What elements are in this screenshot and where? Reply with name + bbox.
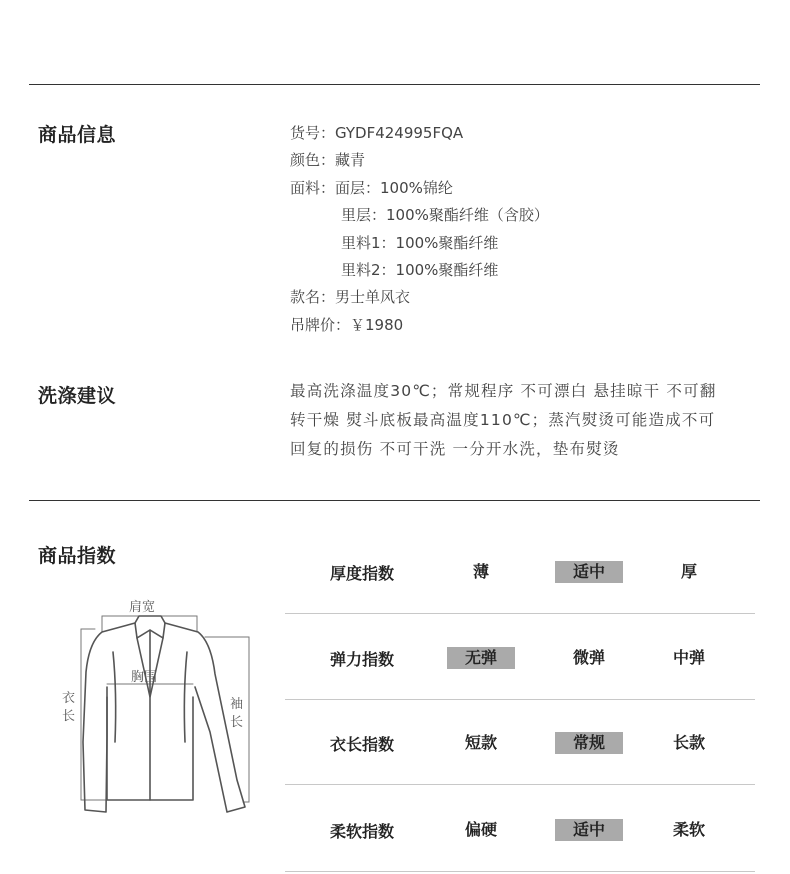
index-row-length xyxy=(285,701,755,785)
washing-line-1: 最高洗涤温度30℃；常规程序 不可漂白 悬挂晾干 不可翻 xyxy=(290,382,717,400)
index-option-selected: 无弹 xyxy=(447,647,515,669)
label-length-2: 长 xyxy=(62,709,76,724)
index-label: 衣长指数 xyxy=(330,734,395,754)
index-option: 厚 xyxy=(680,562,697,581)
middle-rule xyxy=(29,500,760,501)
index-row-elasticity xyxy=(285,616,755,700)
washing-line-2: 转干燥 熨斗底板最高温度110℃；蒸汽熨烫可能造成不可 xyxy=(290,411,716,429)
label-sleeve-2: 长 xyxy=(230,715,244,730)
info-fabric-inner: 里层：100%聚酯纤维（含胶） xyxy=(341,206,549,225)
index-option: 柔软 xyxy=(672,820,705,839)
info-style-name: 款名：男士单风衣 xyxy=(290,288,411,307)
index-option-selected: 适中 xyxy=(555,561,623,583)
jacket-size-diagram xyxy=(55,592,265,822)
index-option-selected: 适中 xyxy=(555,819,623,841)
info-lining-2: 里料2：100%聚酯纤维 xyxy=(341,260,499,279)
label-chest: 胸围 xyxy=(131,670,158,685)
label-length-1: 衣 xyxy=(62,691,76,706)
info-lining-1: 里料1：100%聚酯纤维 xyxy=(341,233,499,252)
index-row-softness xyxy=(285,788,755,872)
index-option: 微弹 xyxy=(572,648,605,667)
index-label: 厚度指数 xyxy=(330,563,395,583)
row-separator xyxy=(285,699,755,700)
row-separator xyxy=(285,871,755,872)
top-rule xyxy=(29,84,760,85)
indices-title: 商品指数 xyxy=(38,545,117,567)
row-separator xyxy=(285,613,755,614)
index-option: 偏硬 xyxy=(464,820,497,839)
index-option: 薄 xyxy=(472,562,489,581)
row-separator xyxy=(285,784,755,785)
info-color: 颜色：藏青 xyxy=(290,151,366,170)
index-row-thickness xyxy=(285,530,755,614)
washing-instructions xyxy=(290,377,750,464)
index-option: 短款 xyxy=(464,733,497,752)
product-info-title: 商品信息 xyxy=(38,124,117,146)
index-label: 柔软指数 xyxy=(330,821,395,841)
info-tag-price: 吊牌价：￥1980 xyxy=(290,315,404,334)
index-option: 长款 xyxy=(672,733,705,752)
index-option: 中弹 xyxy=(672,648,705,667)
info-fabric-outer: 面料：面层：100%锦纶 xyxy=(290,178,453,197)
label-sleeve-1: 袖 xyxy=(230,697,244,712)
product-info-list xyxy=(290,120,549,339)
washing-title: 洗涤建议 xyxy=(38,385,117,407)
jacket-outline xyxy=(83,616,245,812)
index-label: 弹力指数 xyxy=(330,649,395,669)
label-shoulder: 肩宽 xyxy=(129,600,156,615)
washing-line-3: 回复的损伤 不可干洗 一分开水洗，垫布熨烫 xyxy=(290,440,620,458)
index-option-selected: 常规 xyxy=(555,732,623,754)
info-item-number: 货号：GYDF424995FQA xyxy=(290,124,464,142)
